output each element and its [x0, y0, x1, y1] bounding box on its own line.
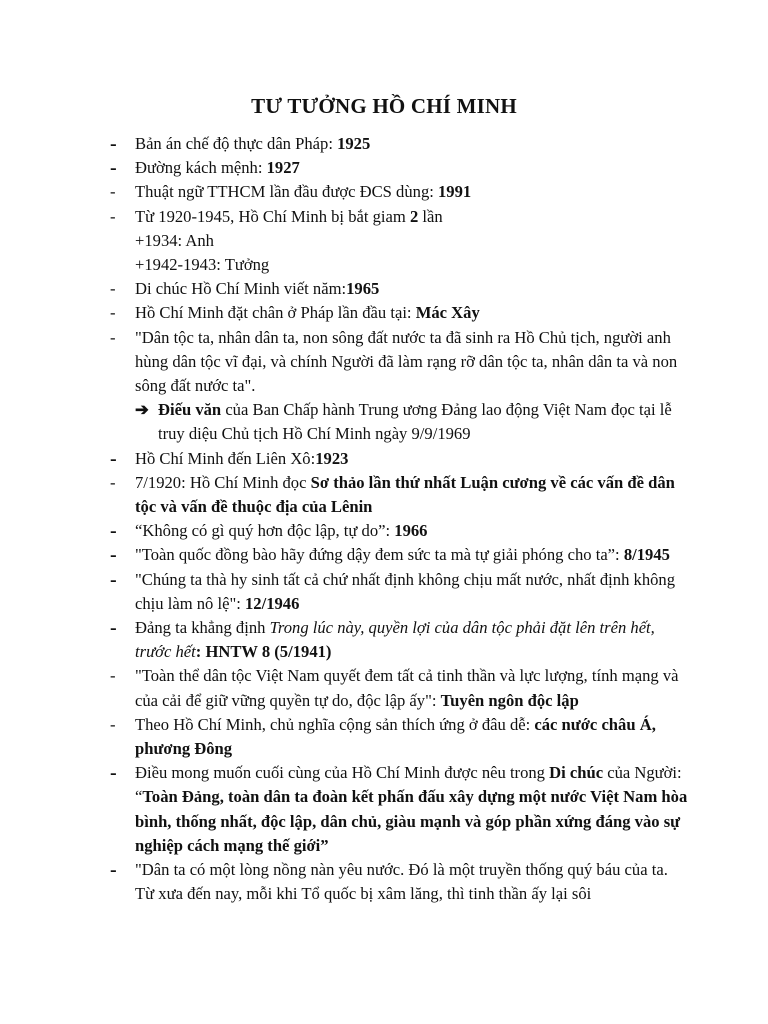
- item-text-mid: của Người: “: [135, 763, 682, 807]
- item-text: "Dân tộc ta, nhân dân ta, non sông đất nước ta đã sinh ra Hồ Chủ tịch, người anh hùng dân tộc vĩ đại, và chính Người đã làm rạng rỡ dân tộc ta, nhân dân ta và non sông đất nước ta".: [135, 327, 678, 396]
- item-text: của Ban Chấp hành Trung ương Đảng lao động Việt Nam đọc tại lễ truy diệu Chủ tịch Hồ Chí Minh ngày 9/9/1969: [158, 400, 672, 444]
- bullet-dash-icon: -: [110, 447, 117, 470]
- item-text: Từ 1920-1945, Hồ Chí Minh bị bắt giam: [135, 206, 410, 226]
- list-item: [0, 616, 768, 664]
- item-answer: Điếu văn: [158, 400, 222, 420]
- list-item: [0, 277, 768, 301]
- bullet-dash-icon: -: [110, 472, 116, 492]
- bullet-dash-icon: -: [110, 666, 116, 686]
- item-text: "Chúng ta thà hy sinh tất cả chứ nhất định không chịu mất nước, nhất định không chịu làm nô lệ":: [135, 569, 676, 613]
- list-item: [0, 205, 768, 278]
- page-title: TƯ TƯỞNG HỒ CHÍ MINH: [251, 94, 517, 118]
- item-text: Điều mong muốn cuối cùng của Hồ Chí Minh được nêu trong: [135, 763, 550, 783]
- item-answer: 1923: [315, 448, 349, 468]
- list-item: [0, 471, 768, 519]
- bullet-dash-icon: -: [110, 520, 117, 543]
- item-answer: 1925: [337, 134, 371, 153]
- bullet-dash-icon: -: [110, 762, 117, 785]
- list-item: [0, 156, 768, 180]
- bullet-dash-icon: -: [110, 568, 117, 591]
- item-text: Đường kách mệnh:: [135, 158, 267, 178]
- list-item: [0, 713, 768, 761]
- item-answer: 8/1945: [623, 545, 670, 565]
- item-quote-bold: Toàn Đảng, toàn dân ta đoàn kết phấn đấu xây dựng một nước Việt Nam hòa bình, thống nhất, độc lập, dân chủ, giàu mạnh và góp phần xứng đáng vào sự nghiệp cách mạng thế giới”: [135, 787, 688, 855]
- item-text: Đảng ta khẳng định: [135, 618, 270, 638]
- item-text: “Không có gì quý hơn độc lập, tự do”:: [135, 521, 395, 541]
- bullet-dash-icon: -: [110, 133, 117, 155]
- item-answer: 1965: [346, 279, 380, 299]
- fact-list: [0, 132, 768, 907]
- item-text-after: lần: [418, 206, 443, 226]
- item-text: 7/1920: Hồ Chí Minh đọc: [135, 472, 311, 492]
- list-item: [0, 761, 768, 858]
- list-item: [0, 447, 768, 471]
- item-text: Bản án chế độ thực dân Pháp:: [135, 134, 338, 153]
- item-answer: 1991: [438, 182, 472, 202]
- sub-line: +1942-1943: Tưởng: [135, 255, 270, 275]
- item-text: Thuật ngữ TTHCM lần đầu được ĐCS dùng:: [135, 182, 438, 202]
- arrow-note: [0, 398, 768, 446]
- item-quote: Trong lúc này, quyền lợi của dân tộc phải đặt lên trên hết, trước hết: [135, 618, 655, 662]
- bullet-dash-icon: -: [110, 157, 117, 180]
- list-item: [0, 664, 768, 712]
- bullet-dash-icon: -: [110, 859, 117, 882]
- item-text: Di chúc Hồ Chí Minh viết năm:: [135, 279, 347, 299]
- item-text: Hồ Chí Minh đến Liên Xô:: [135, 448, 316, 468]
- bullet-dash-icon: -: [110, 206, 116, 226]
- item-answer: 1927: [266, 158, 300, 178]
- list-item: [0, 132, 768, 156]
- list-item: [0, 326, 768, 399]
- item-text: "Dân ta có một lòng nồng nàn yêu nước. Đó là một truyền thống quý báu của ta. Từ xưa đến nay, mỗi khi Tổ quốc bị xâm lăng, thì tinh thần ấy lại sôi: [135, 860, 668, 904]
- item-answer: : HNTW 8 (5/1941): [195, 642, 332, 662]
- item-text: Theo Hồ Chí Minh, chủ nghĩa cộng sản thích ứng ở đâu dễ:: [135, 714, 535, 734]
- bullet-dash-icon: -: [110, 182, 116, 202]
- bullet-dash-icon: -: [110, 327, 116, 347]
- bullet-dash-icon: -: [110, 714, 116, 734]
- item-answer: 12/1946: [245, 593, 300, 613]
- list-item: [0, 543, 768, 567]
- item-answer: Tuyên ngôn độc lập: [440, 690, 579, 710]
- list-item: [0, 858, 768, 906]
- item-answer: 1966: [394, 521, 428, 541]
- bullet-dash-icon: -: [110, 303, 116, 323]
- item-answer: Sơ thảo lần thứ nhất Luận cương về các vấn đề dân tộc và vấn đề thuộc địa của Lênin: [135, 472, 675, 517]
- item-answer: Mác Xây: [415, 303, 480, 323]
- item-text: "Toàn thể dân tộc Việt Nam quyết đem tất cả tinh thần và lực lượng, tính mạng và của cải để giữ vững quyền tự do, độc lập ấy":: [135, 666, 679, 710]
- item-answer: 2: [409, 206, 419, 226]
- item-answer: Di chúc: [549, 763, 604, 783]
- arrow-right-icon: ➔: [135, 400, 149, 420]
- list-item: [0, 519, 768, 543]
- item-text: "Toàn quốc đồng bào hãy đứng dậy đem sức ta mà tự giải phóng cho ta”:: [135, 545, 624, 565]
- bullet-dash-icon: -: [110, 279, 116, 299]
- sub-line: +1934: Anh: [135, 230, 214, 250]
- bullet-dash-icon: -: [110, 544, 117, 567]
- item-text: Hồ Chí Minh đặt chân ở Pháp lần đầu tại:: [135, 303, 416, 323]
- list-item: [0, 180, 768, 204]
- list-item: [0, 568, 768, 616]
- bullet-dash-icon: -: [110, 617, 117, 640]
- item-answer: các nước châu Á, phương Đông: [135, 714, 656, 759]
- list-item: [0, 301, 768, 325]
